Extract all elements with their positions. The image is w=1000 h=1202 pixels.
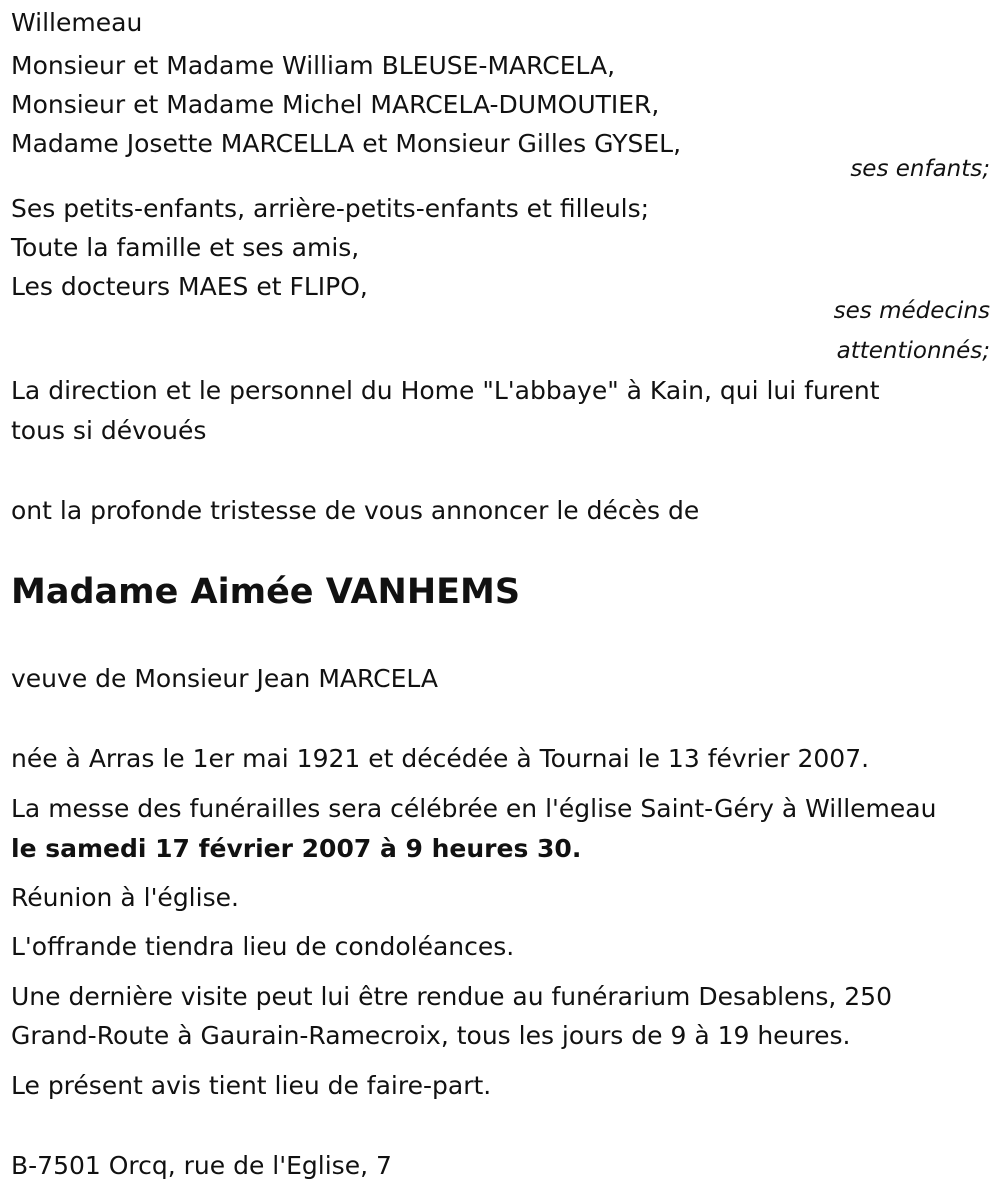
doctors-role-line-2: attentionnés; xyxy=(836,338,990,364)
child-line-2: Monsieur et Madame Michel MARCELA-DUMOUTIER, xyxy=(11,90,660,119)
notice-line: Le présent avis tient lieu de faire-part. xyxy=(11,1071,492,1100)
child-line-1: Monsieur et Madame William BLEUSE-MARCELA, xyxy=(11,51,616,80)
grandchildren-line: Ses petits-enfants, arrière-petits-enfants et filleuls; xyxy=(11,194,650,223)
visit-line-2: Grand-Route à Gaurain-Ramecroix, tous les jours de 9 à 19 heures. xyxy=(11,1021,851,1050)
child-line-3: Madame Josette MARCELLA et Monsieur Gilles GYSEL, xyxy=(11,129,682,158)
doctors-role-line-1: ses médecins xyxy=(833,298,990,324)
announcement-text: ont la profonde tristesse de vous annoncer le décès de xyxy=(11,496,700,525)
birth-death-dates: née à Arras le 1er mai 1921 et décédée à Tournai le 13 février 2007. xyxy=(11,744,870,773)
address-line: B-7501 Orcq, rue de l'Eglise, 7 xyxy=(11,1151,392,1180)
home-staff-line-2: tous si dévoués xyxy=(11,416,207,445)
visit-line-1: Une dernière visite peut lui être rendue au funérarium Desablens, 250 xyxy=(11,982,892,1011)
family-friends-line: Toute la famille et ses amis, xyxy=(11,233,360,262)
home-staff-line-1: La direction et le personnel du Home "L'abbaye" à Kain, qui lui furent xyxy=(11,376,880,405)
meeting-line: Réunion à l'église. xyxy=(11,883,239,912)
offering-line: L'offrande tiendra lieu de condoléances. xyxy=(11,932,515,961)
mass-location-line: La messe des funérailles sera célébrée en l'église Saint-Géry à Willemeau xyxy=(11,794,937,823)
doctors-line: Les docteurs MAES et FLIPO, xyxy=(11,272,368,301)
children-role: ses enfants; xyxy=(850,156,990,182)
place-name: Willemeau xyxy=(11,8,143,37)
deceased-name: Madame Aimée VANHEMS xyxy=(11,572,521,612)
widow-of-line: veuve de Monsieur Jean MARCELA xyxy=(11,664,438,693)
mass-datetime: le samedi 17 février 2007 à 9 heures 30. xyxy=(11,834,582,863)
